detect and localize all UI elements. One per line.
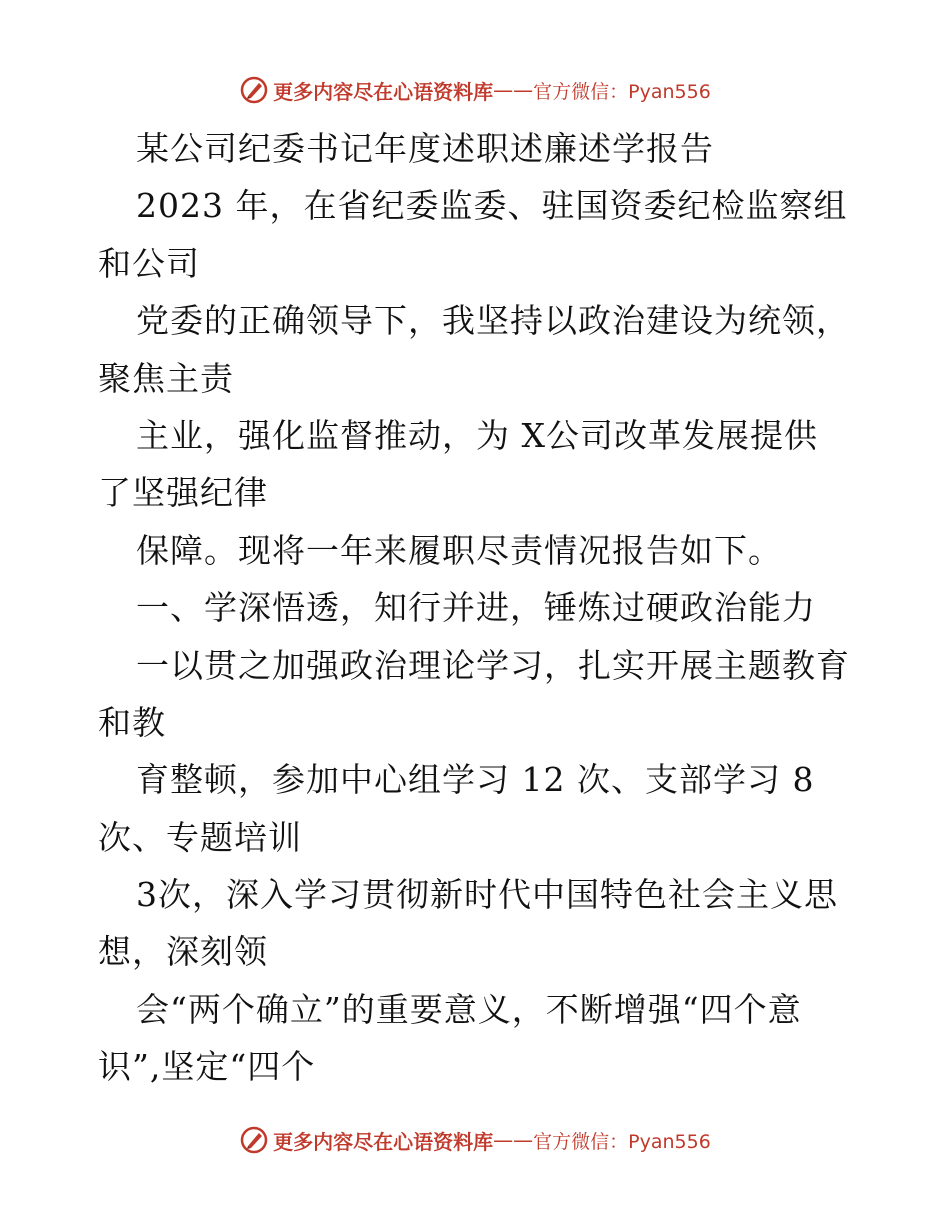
paragraph-line: 了坚强纪律 — [98, 473, 268, 513]
paragraph-line: 次、专题培训 — [98, 817, 302, 857]
paragraph-line: 和教 — [98, 702, 166, 742]
pen-logo-icon — [239, 75, 269, 105]
banner-text: 更多内容尽在心语资料库 — [273, 1129, 494, 1154]
paragraph-line: 和公司 — [98, 243, 200, 283]
paragraph-line: 2023 年，在省纪委监委、驻国资委纪检监察组 — [136, 186, 848, 226]
document-title: 某公司纪委书记年度述职述廉述学报告 — [136, 129, 714, 168]
header-banner — [0, 70, 950, 110]
paragraph-line: 3次，深入学习贯彻新时代中国特色社会主义思 — [136, 875, 838, 915]
banner-dash: —— — [493, 1128, 534, 1152]
paragraph-line: 想，深刻领 — [98, 932, 268, 972]
banner-text: 更多内容尽在心语资料库 — [273, 79, 494, 104]
banner-dash: —— — [493, 78, 534, 102]
paragraph-line: 育整顿，参加中心组学习 12 次、支部学习 8 — [136, 760, 815, 800]
paragraph-line: 主业，强化监督推动，为 X公司改革发展提供 — [136, 415, 818, 455]
banner-contact: 官方微信：Pyan556 — [533, 80, 711, 103]
paragraph-line: 保障。现将一年来履职尽责情况报告如下。 — [136, 530, 782, 570]
section-heading: 一、学深悟透，知行并进，锤炼过硬政治能力 — [136, 588, 816, 628]
paragraph-line: 会“两个确立”的重要意义，不断增强“四个意 — [136, 989, 802, 1029]
banner-contact: 官方微信：Pyan556 — [533, 1130, 711, 1153]
paragraph-line: 党委的正确领导下，我坚持以政治建设为统领， — [136, 301, 850, 341]
paragraph-line: 一以贯之加强政治理论学习，扎实开展主题教育 — [136, 645, 850, 685]
paragraph-line: 识”,坚定“四个 — [98, 1047, 316, 1087]
document-body — [98, 120, 858, 1096]
pen-logo-icon — [239, 1125, 269, 1155]
paragraph-line: 聚焦主责 — [98, 358, 234, 398]
footer-banner — [0, 1120, 950, 1160]
